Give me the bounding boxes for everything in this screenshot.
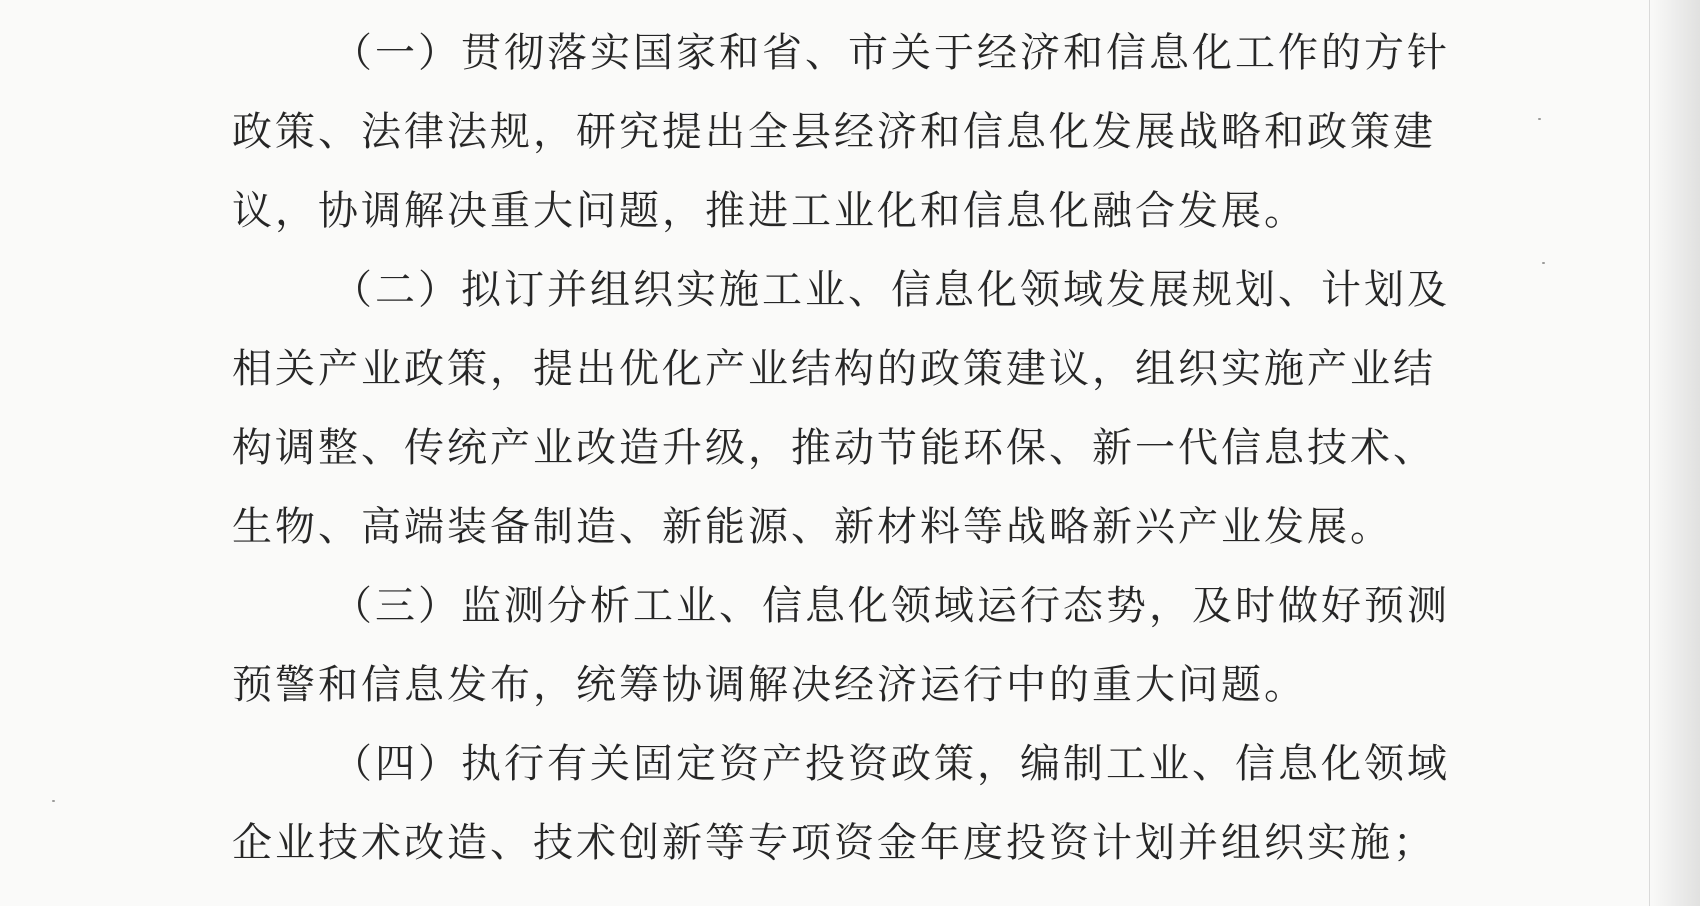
- document-body: [232, 14, 1492, 883]
- page-edge-line: [1649, 0, 1650, 906]
- paragraph-line: （三）监测分析工业、信息化领域运行态势，及时做好预测: [332, 583, 1450, 629]
- paragraph-line: 预警和信息发布，统筹协调解决经济运行中的重大问题。: [232, 662, 1307, 708]
- scan-speck: [1538, 118, 1541, 120]
- paragraph-line: 议，协调解决重大问题，推进工业化和信息化融合发展。: [232, 188, 1307, 234]
- paragraph-line: （二）拟订并组织实施工业、信息化领域发展规划、计划及: [332, 267, 1450, 313]
- paragraph-line: （一）贯彻落实国家和省、市关于经济和信息化工作的方针: [332, 30, 1450, 76]
- paragraph-line: 政策、法律法规，研究提出全县经济和信息化发展战略和政策建: [232, 109, 1436, 155]
- paragraph-line: 相关产业政策，提出优化产业结构的政策建议，组织实施产业结: [232, 346, 1436, 392]
- paragraph-line: 构调整、传统产业改造升级，推动节能环保、新一代信息技术、: [232, 425, 1436, 471]
- paragraph-line: （四）执行有关固定资产投资政策，编制工业、信息化领域: [332, 741, 1450, 787]
- scan-speck: [1542, 262, 1545, 264]
- scan-speck: [52, 800, 55, 802]
- page-edge-shadow: [1648, 0, 1700, 906]
- paragraph-line: 企业技术改造、技术创新等专项资金年度投资计划并组织实施；: [232, 820, 1436, 866]
- paragraph-line: 生物、高端装备制造、新能源、新材料等战略新兴产业发展。: [232, 504, 1393, 550]
